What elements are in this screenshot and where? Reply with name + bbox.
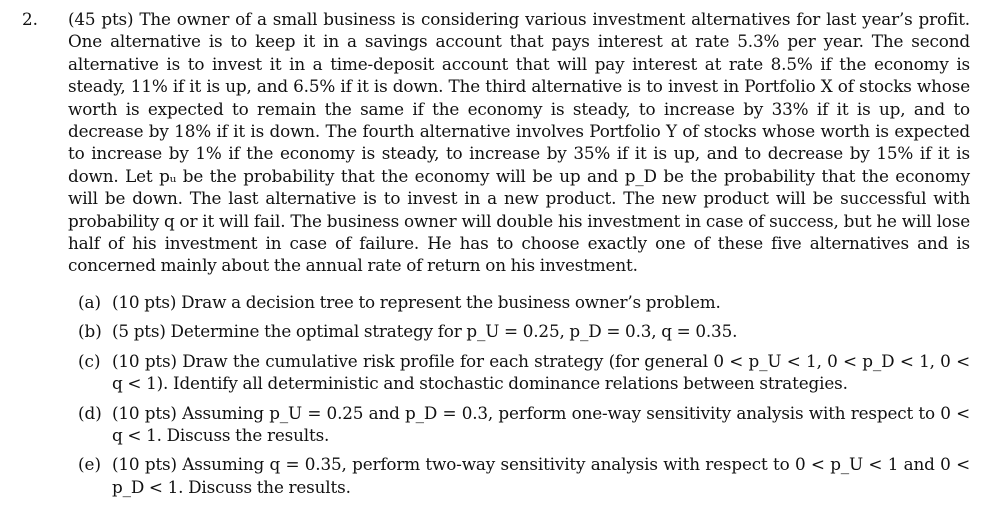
- sub-question-text: (10 pts) Assuming p_U = 0.25 and p_D = 0.3, perform one-way sensitivity analysis with respect to 0 < q < 1. Discuss the results.: [112, 402, 970, 445]
- sub-question-c: [78, 350, 970, 395]
- problem-2: [22, 8, 970, 505]
- sub-question-label: (a): [78, 291, 102, 312]
- sub-question-label: (c): [78, 350, 101, 371]
- sub-question-text: (10 pts) Draw the cumulative risk profile for each strategy (for general 0 < p_U < 1, 0 < p_D < 1, 0 < q < 1). Identify all deterministic and stochastic dominance relations between strategies.: [112, 350, 970, 394]
- sub-question-label: (b): [78, 321, 102, 342]
- problem-header: [22, 8, 970, 277]
- sub-question-label: (e): [78, 454, 102, 475]
- sub-question-b: [78, 320, 970, 342]
- sub-question-text: (10 pts) Assuming q = 0.35, perform two-way sensitivity analysis with respect to 0 < p_U < 1 and 0 < p_D < 1. Discuss the results.: [112, 454, 970, 497]
- sub-question-d: [78, 402, 970, 447]
- sub-question-text: (10 pts) Draw a decision tree to represent the business owner’s problem.: [112, 291, 721, 312]
- sub-question-label: (d): [78, 402, 102, 423]
- sub-question-text: (5 pts) Determine the optimal strategy for p_U = 0.25, p_D = 0.3, q = 0.35.: [112, 321, 738, 342]
- sub-question-e: [78, 453, 970, 498]
- problem-number: 2.: [22, 9, 39, 29]
- sub-question-list: [78, 291, 970, 498]
- sub-question-a: [78, 291, 970, 313]
- problem-statement: (45 pts) The owner of a small business is considering various investment alternatives for last year’s profit. One alternative is to keep it in a savings account that pays interest at rate 5.3% per year. The second alternative is to invest it in a time-deposit account that will pay interest at rate 8.5% if the economy is steady, 11% if it is up, and 6.5% if it is down. The third alternative is to invest in Portfolio X of stocks whose worth is expected to remain the same if the economy is steady, to increase by 33% if it is up, and to decrease by 18% if it is down. The fourth alternative involves Portfolio Y of stocks whose worth is expected to increase by 1% if the economy is steady, to increase by 35% if it is up, and to decrease by 15% if it is down. Let pᵤ be the probability that the economy will be up and p_D be the probability that the economy will be down. The last alternative is to invest in a new product. The new product will be successful with probability q or it will fail. The business owner will double his investment in case of success, but he will lose half of his investment in case of failure. He has to choose exactly one of these five alternatives and is concerned mainly about the annual rate of return on his investment.: [68, 9, 970, 276]
